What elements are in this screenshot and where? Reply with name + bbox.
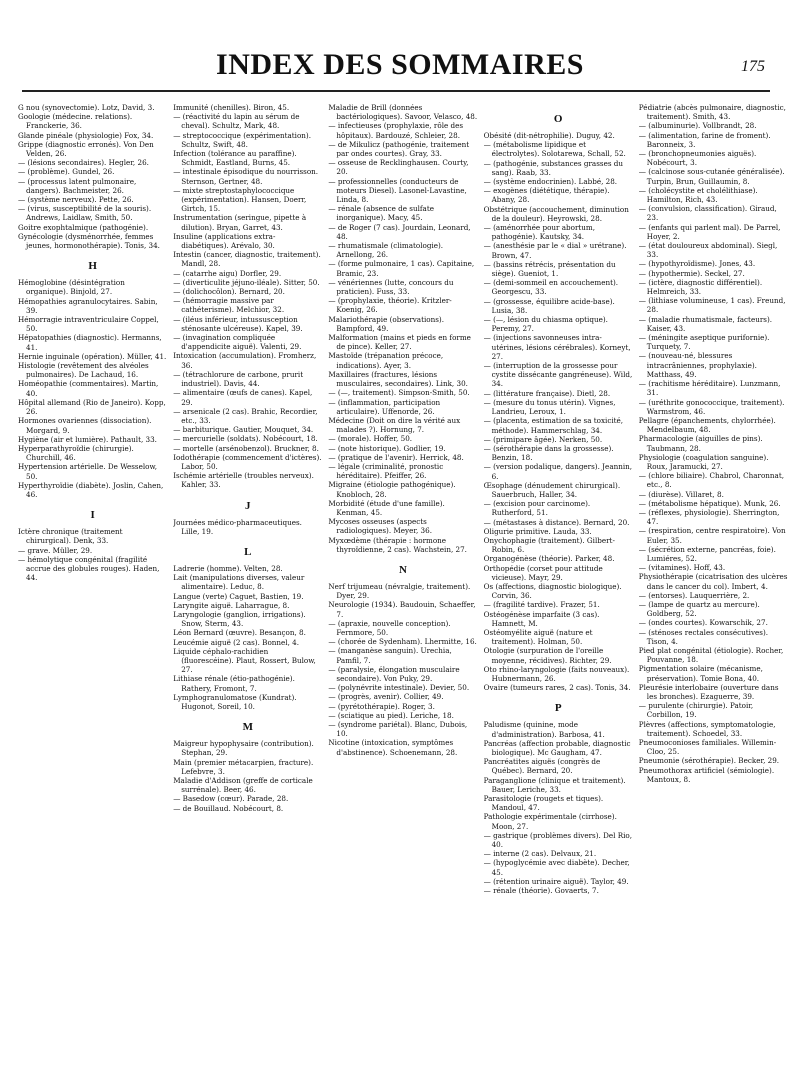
index-entry: — (hypoglycémie avec diabète). Decher, 45. [483, 858, 630, 877]
index-entry: — (prophylaxie, théorie). Kritzler-Koenig, 26. [328, 296, 452, 315]
index-entry: — (littérature française). Dietl, 28. [483, 388, 611, 398]
index-entry: Parasitologie (rougets et tiques). Mandoul, 47. [483, 794, 604, 813]
index-entry: — barbiturique. Gautier, Mouquet, 34. [173, 425, 314, 435]
index-entry: — (fragilité tardive). Frazer, 51. [483, 600, 600, 610]
index-entry: Pancréas (affection probable, diagnostic biologique). Mc Gaugham, 47. [483, 738, 631, 757]
index-entry: Pigmentation solaire (mécanisme, préservation). Tomie Bona, 40. [638, 664, 763, 683]
index-entry: — arsenicale (2 cas). Brahic, Recordier, etc., 33. [173, 406, 318, 425]
index-entry: — (pratique de l'avenir). Herrick, 48. [328, 452, 464, 462]
index-entry: — (bassins rétrécis, présentation du siège). Gueniot, 1. [483, 259, 616, 279]
section-letter: M [242, 721, 253, 734]
index-entry: — (sténoses rectales consécutives). Tison, 4. [638, 627, 769, 646]
index-entry: Iodothérapie (commencement d'ictères). Labor, 50. [173, 452, 322, 471]
index-entry: — (hypothyroïdisme). Jones, 43. [638, 259, 756, 269]
index-entry: Goitre exophtalmique (pathogénie). [18, 222, 149, 232]
index-entry: Pleurésie interlobaire (ouverture dans les bronches). Ezaguerre, 39. [638, 682, 779, 701]
index-entry: — (métabolisme lipidique et électrolytes). Solotarewa, Schall, 52. [483, 140, 626, 159]
index-column [173, 103, 322, 1073]
index-entry: Instrumentation (seringue, pipette à dilution). Bryan, Garret, 43. [173, 213, 307, 232]
index-entry: — rénale (théorie). Govaerts, 7. [483, 886, 599, 896]
index-entry: — (catarrhe aigu) Dorfler, 29. [173, 268, 282, 278]
index-entry: — (rachitisme héréditaire). Lunzmann, 31. [638, 379, 781, 398]
index-entry: Neurologie (1934). Baudouin, Schaeffer, 7. [328, 600, 476, 619]
index-entry: — (aménorrhée pour abortum, pathogénie). Kautsky, 34. [483, 223, 596, 242]
index-column [18, 103, 167, 1073]
index-entry: Glande pinéale (physiologie) Fox, 34. [18, 130, 154, 140]
index-entry: — (anesthésie par le « dial » urétrane). Brown, 47. [483, 241, 627, 260]
index-entry: Maigreur hypophysaire (contribution). Stephan, 29. [173, 739, 314, 758]
index-entry: — (respiration, centre respiratoire). Von Euler, 35. [638, 526, 786, 545]
index-entry: — (ondes courtes). Kowarschik, 27. [638, 618, 768, 628]
index-entry: Intoxication (accumulation). Fromherz, 36. [173, 351, 317, 370]
index-entry: — interne (2 cas). Delvaux, 21. [483, 849, 597, 859]
index-entry: Pédiatrie (abcès pulmonaire, diagnostic, traitement). Smith, 43. [638, 103, 786, 122]
index-entry: Hémoglobine (désintégration organique). Binjold, 27. [18, 278, 125, 297]
index-entry: Hôpital allemand (Rio de Janeiro). Kopp, 26. [18, 397, 166, 417]
index-entry: — (système nerveux). Pette, 26. [18, 195, 134, 205]
index-entry: — mercurielle (soldats). Nobécourt, 18. [173, 434, 318, 444]
index-entry: — (virus, susceptibilité de la souris). Andrews, Laidlaw, Smith, 50. [18, 204, 152, 223]
index-entry: Pathologie expérimentale (cirrhose). Moon, 27. [483, 812, 617, 831]
index-entry: Onychophagie (traitement). Gilbert-Robin, 6. [483, 535, 615, 555]
index-entry: Pellagre (épanchements, chylorrhée). Mendelbaum, 48. [638, 415, 776, 435]
index-entry: Laryngite aiguë. Laharrague, 8. [173, 600, 290, 610]
index-entry: — (entorses). Lauquerrière, 2. [638, 590, 750, 600]
index-entry: — streptococcique (expérimentation). Schultz, Swift, 48. [173, 130, 312, 149]
index-entry: — (invagination compliquée d'appendicite aiguë). Valenti, 29. [173, 333, 302, 352]
index-entry: — vénériennes (lutte, concours du praticien). Fuss, 33. [328, 277, 454, 297]
index-entry: — (alimentation, farine de froment). Baronneix, 3. [638, 130, 771, 149]
index-entry: Pneumonie (sérothérapie). Becker, 29. [638, 756, 780, 766]
index-entry: Médecine (Doit on dire la vérité aux malades ?). Hornung, 7. [328, 415, 461, 435]
index-entry: — (hypothermie). Seckel, 27. [638, 268, 745, 278]
index-entry: — (bronchopneumonies aiguës). Nobécourt, 3. [638, 149, 757, 168]
index-entry: — (problème). Gundel, 26. [18, 167, 115, 177]
index-entry: Morbidité (étude d'une famille). Kenman, 45. [328, 498, 445, 517]
index-column [328, 103, 477, 1073]
page-number: 175 [741, 58, 765, 75]
index-entry: — Basedow (cœur). Parade, 28. [173, 794, 289, 804]
index-entry: Hormones ovariennes (dissociation). Morgard, 9. [18, 416, 152, 435]
index-entry: Myxœdème (thérapie : hormone thyroïdienne, 2 cas). Wachstein, 27. [328, 535, 467, 554]
index-entry: — (chorée de Sydenham). Lhermitte, 16. [328, 637, 477, 647]
index-entry: — (ictère, diagnostic différentiel). Helmreich, 33. [638, 277, 763, 297]
index-entry: Lymphogranulomatose (Kundrat). Hugonot, Soreil, 10. [173, 692, 297, 711]
index-entry: Migraine (étiologie pathogénique). Knobloch, 28. [328, 480, 456, 499]
index-entry: — osseuse de Recklinghausen. Courty, 20. [328, 158, 469, 177]
index-entry: Goologie (médecine. relations). Franckerie, 36. [18, 112, 133, 131]
index-entry: Oligurie primitive. Lauda, 33. [483, 526, 592, 536]
index-entry: — (sciatique au pied). Leriche, 18. [328, 710, 454, 720]
index-entry: Œsophage (dénudement chirurgical). Sauerbruch, Haller, 34. [483, 480, 621, 499]
index-entry: Pancréatites aiguës (congrès de Québec). Bernard, 20. [483, 757, 601, 776]
index-entry: — (manganèse sanguin). Urechia, Pamfil, 7. [328, 646, 452, 665]
index-entry: Lithiase rénale (étio-pathogénie). Rathery, Fromont, 7. [173, 674, 295, 693]
index-entry: Otologie (surpuration de l'oreille moyenne, récidives). Richter, 29. [483, 646, 612, 665]
section-letter: N [399, 563, 407, 576]
index-entry: Infection (tolérance au paraffine). Schmidt, Eastland, Burns, 45. [173, 149, 297, 168]
index-entry: Léon Bernard (œuvre). Besançon, 8. [173, 628, 306, 638]
index-entry: Ovaire (tumeurs rares, 2 cas). Tonis, 34. [483, 683, 631, 693]
index-entry: Hyperthyroïdie (diabète). Joslin, Cahen, 46. [18, 480, 164, 499]
index-entry: — (rétention urinaire aiguë). Taylor, 49. [483, 876, 629, 886]
index-entry: — (tétrachlorure de carbone, prurit industriel). Davis, 44. [173, 369, 304, 389]
index-entry: Main (premier métacarpien, fracture). Lefebvre, 3. [173, 757, 314, 776]
index-entry: — (méningite aseptique purifornie). Turquety, 7. [638, 333, 770, 352]
index-entry: — (cholécystite et cholélithiase). Hamilton, Rich, 43. [638, 185, 758, 205]
index-entry: — (réactivité du lapin au sérum de cheval). Schultz, Mark, 48. [173, 112, 300, 131]
index-entry: — intestinale épisodique du nourrisson. Sternson, Gertner, 48. [173, 167, 319, 186]
index-entry: — rhumatismale (climatologie). Arnellong, 26. [328, 241, 444, 260]
index-entry: — (interruption de la grossesse pour cystite dissécante gangréneuse). Wild, 34. [483, 361, 633, 389]
index-entry: Lait (manipulations diverses, valeur alimentaire). Leduc, 8. [173, 573, 305, 592]
index-entry: Physiologie (coagulation sanguine). Roux, Jaramucki, 27. [638, 452, 769, 471]
index-entry: Liquide céphalo-rachidien (fluorescéine). Plaut, Rossert, Bulow, 27. [173, 646, 316, 675]
section-letter: I [90, 509, 95, 522]
index-entry: Obésité (dit-nétrophilie). Duguy, 42. [483, 131, 615, 140]
index-entry: — (paralysie, élongation musculaire secondaire). Von Puky, 29. [328, 664, 460, 683]
index-entry: — infectieuses (prophylaxie, rôle des hôpitaux). Bardouzé, Schleier, 28. [328, 121, 464, 140]
index-entry: Os (affections, diagnostic biologique). Corvin, 36. [483, 581, 622, 601]
index-column [484, 103, 633, 1073]
index-entry: — (syndrome pariétal). Blanc, Dubois, 10. [328, 720, 468, 739]
index-entry: — (calcinose sous-cutanée généralisée). Turpin, Brun, Guillaumin, 8. [638, 167, 785, 186]
index-entry: — (uréthrite gonococcique, traitement). Warmstrom, 46. [638, 397, 785, 416]
index-entry: Maxillaires (fractures, lésions musculaires, secondaires). Link, 30. [328, 369, 468, 389]
index-entry: Insuline (applications extra-diabétiques). Arévalo, 30. [173, 231, 276, 251]
index-entry: — mortelle (arsénobenzol). Bruckner, 8. [173, 443, 319, 453]
index-entry: — (maladie rhumatismale, facteurs). Kaiser, 43. [638, 314, 773, 333]
index-entry: — (réflexes, physiologie). Sherrington, 47. [638, 507, 780, 527]
index-entry: Mastoïde (trépanation précoce, indications). Ayer, 3. [328, 351, 444, 370]
index-entry: — (albuminurie). Vollbrandt, 28. [638, 121, 757, 131]
index-entry: Hémorragie intraventriculaire Coppel, 50. [18, 315, 159, 334]
section-letter: P [554, 702, 562, 715]
index-entry: Histologie (revêtement des alvéoles pulmonaires). De Lachaud, 16. [18, 361, 149, 380]
index-entry: — (forme pulmonaire, 1 cas). Capitaine, Bramic, 23. [328, 259, 475, 278]
index-entry: — exogènes (diététique, thérapie). Abany, 28. [483, 186, 610, 205]
index-entry: Organogénèse (théorie). Parker, 48. [483, 554, 615, 564]
index-entry: Obstétrique (accouchement, diminution de la douleur). Heyrowski, 28. [483, 204, 629, 223]
index-entry: Pneumoconioses familiales. Willemin-Cloo, 25. [638, 738, 777, 757]
index-entry: Malformation (mains et pieds en forme de pince). Keller, 27. [328, 333, 471, 352]
index-entry: — (demi-sommeil en accouchement). Georgescu, 33. [483, 278, 619, 297]
index-entry: — gastrique (problèmes divers). Del Rio, 40. [483, 830, 633, 850]
index-entry: — professionnelles (conducteurs de moteurs Diesel). Lasonel-Lavastine, Linda, 8. [328, 176, 467, 205]
index-entry: — (—, lésion du chiasma optique). Peremy, 27. [483, 315, 608, 334]
index-entry: Immunité (chenilles). Biron, 45. [173, 103, 290, 112]
index-entry: Laryngologie (ganglion, irrigations). Snow, Sterm, 43. [173, 609, 306, 629]
index-entry: — (métabolisme hépatique). Munk, 26. [638, 498, 781, 508]
index-entry: — (sérothérapie dans la grossesse). Benzin, 18. [483, 443, 614, 463]
index-entry: — (diverticulite jéjuno-iléale). Sitter, 50. [173, 277, 320, 287]
page-title: INDEX DES SOMMAIRES [216, 48, 584, 81]
index-entry: — (vitamines). Hoff, 43. [638, 563, 726, 573]
index-entry: Orthopédie (corset pour attitude vicieuse). Mayr, 29. [483, 563, 603, 582]
index-entry: — (nouveau-né, blessures intracrâniennes, prophylaxie). Matthass, 49. [638, 351, 757, 379]
index-entry: — de Roger (7 cas). Jourdain, Leonard, 48. [328, 222, 471, 241]
index-entry: — de Mikulicz (pathogénie, traitement par ondes courtes). Gray, 33. [328, 139, 470, 159]
section-letter: O [553, 113, 563, 125]
index-entry: — (dolichocôlon). Bernard, 20. [173, 287, 285, 297]
index-entry: Physiothérapie (cicatrisation des ulcères dans le cancer du col). Imbert, 4. [638, 572, 788, 591]
index-entry: Hémopathies agranulocytaires. Sabin, 39. [18, 296, 158, 315]
index-entry: — (convulsion, classification). Giraud, 23. [638, 204, 777, 223]
index-entry: Pharmacologie (aiguilles de pins). Taubmann, 28. [638, 434, 763, 453]
header-rule [22, 90, 770, 92]
index-entry: Hygiène (air et lumière). Pathault, 33. [18, 434, 157, 444]
index-entry: — grave. Müller, 29. [18, 545, 93, 555]
index-entry: Ladrerie (homme). Velten, 28. [173, 563, 283, 573]
index-entry: — (état douloureux abdominal). Siegl, 33. [638, 241, 778, 260]
index-entry: Malariothérapie (observations). Bampford, 49. [328, 314, 444, 333]
index-entry: — (lithiase volumineuse, 1 cas). Freund, 28. [638, 296, 786, 315]
index-entry: — (diurèse). Villaret, 8. [638, 489, 724, 499]
index-entry: Hypertension artérielle. De Wesselow, 50. [18, 462, 158, 481]
index-entry: Langue (verte) Caguet, Bastien, 19. [173, 591, 304, 601]
index-entry: Ischémie artérielle (troubles nerveux). Kahler, 33. [173, 471, 314, 490]
index-entry: Grippe (diagnostic erronés). Von Den Velden, 26. [18, 139, 154, 159]
index-entry: — (note historique). Godlier, 19. [328, 443, 446, 453]
index-entry: Plèvres (affections, symptomatologie, traitement). Schoedel, 33. [638, 719, 776, 738]
index-entry: Paraganglione (clinique et traitement). Bauer, Leriche, 33. [483, 775, 626, 794]
index-entry: — rénale (absence de sulfate inorganique). Macy, 45. [328, 204, 434, 223]
index-entry: Pneumothorax artificiel (sémiologie). Mantoux, 8. [638, 765, 775, 784]
index-entry: — (grossesse, équilibre acide-base). Lusia, 38. [483, 296, 615, 315]
index-entry: Hépatopathies (diagnostic). Hermanns, 41. [18, 333, 162, 352]
index-entry: Pied plat congénital (étiologie). Rocher, Pouvanne, 18. [638, 645, 784, 665]
index-entry: — (processus latent pulmonaire, dangers). Bachmeister, 26. [18, 176, 137, 195]
index-entry: — de Bouillaud. Nobécourt, 8. [173, 803, 284, 813]
index-entry: — (version podalique, dangers). Jeannin, 6. [483, 462, 633, 481]
index-entry: Gynécologie (dysménorrhée, femmes jeunes, hormonothérapie). Tonis, 34. [18, 231, 160, 251]
index-column [639, 103, 788, 1073]
index-entry: Maladie d'Addison (greffe de corticale surrénale). Beer, 46. [173, 776, 313, 795]
index-entry: Maladie de Brill (données bactériologiques). Savoor, Velasco, 48. [328, 103, 478, 122]
index-entry: Leucémie aiguë (2 cas). Bonnel, 4. [173, 637, 300, 647]
index-entry: — (mesure du tonus utérin). Vignes, Landrieu, Leroux, 1. [483, 397, 616, 417]
index-entry: Nerf trijumeau (névralgie, traitement). Dyer, 29. [328, 581, 471, 601]
index-entry: — (inflammation, participation articulaire). Uffenorde, 26. [328, 397, 441, 416]
index-entry: — (—, traitement). Simpson-Smith, 50. [328, 388, 470, 398]
index-entry: — (hémorragie massive par cathéterisme). Melchior, 32. [173, 296, 285, 315]
index-entry: Homéopathie (commentaires). Martin, 40. [18, 379, 159, 398]
index-entry: — (excision pour carcinome). Rutherford, 51. [483, 499, 591, 518]
index-entry: Nicotine (intoxication, symptômes d'abstinence). Schoenemann, 28. [328, 738, 458, 757]
index-entry: — (placenta, estimation de sa toxicité, méthode). Hammerschlag, 34. [483, 416, 624, 435]
section-letter: J [245, 499, 251, 512]
page-header [0, 0, 800, 95]
index-entry: Mycoses osseuses (aspects radiologiques). Meyer, 36. [328, 517, 432, 536]
index-entry: Intestin (cancer, diagnostic, traitement). Mandl, 28. [173, 250, 321, 269]
index-entry: G nou (synovectomie). Lotz, David, 3. [18, 103, 155, 112]
index-entry: — (métastases à distance). Bernard, 20. [483, 517, 630, 527]
index-columns [18, 103, 788, 1073]
index-entry: Journées médico-pharmaceutiques. Lille, 19. [173, 517, 302, 536]
index-entry: — (lésions secondaires). Hegler, 26. [18, 158, 149, 168]
index-entry: Paludisme (quinine, mode d'administration). Barbosa, 41. [483, 720, 605, 739]
index-entry: — mixte streptostaphylococcique (expérimentation). Hansen, Doerr, Girtch, 15. [173, 185, 307, 214]
index-entry: — hémolytique congénital (fragilité accrue des globules rouges). Haden, 44. [18, 554, 160, 583]
index-entry: Ostéomyélite aiguë (nature et traitement). Holman, 50. [483, 627, 593, 647]
index-entry: — (polynévrite intestinale). Devier, 50. [328, 683, 470, 693]
index-entry: — (sécrétion externe, pancréas, foie). Lumiéres, 52. [638, 544, 776, 563]
index-entry: Hyperparathyroïdie (chirurgie). Churchill, 46. [18, 443, 134, 463]
index-entry: — purulente (chirurgie). Patoir, Corbillon, 19. [638, 701, 754, 720]
index-entry: — (système endocrinien). Labbé, 28. [483, 177, 618, 187]
index-entry: Oto rhino-laryngologie (faits nouveaux). Hubnermann, 26. [483, 664, 630, 683]
index-entry: — (iléus inférieur, intussusception sténosante ulcéreuse). Kapel, 39. [173, 314, 303, 333]
index-entry: — légale (criminalité, pronostic héréditaire). Pfeiffer, 26. [328, 461, 444, 481]
index-entry: — (progrès, avenir). Collier, 49. [328, 692, 444, 702]
index-entry: — (primipare âgée). Nerken, 50. [483, 434, 603, 444]
index-entry: — (apraxie, nouvelle conception). Fernmore, 50. [328, 618, 451, 637]
index-entry: — (pyrétothérapie). Roger, 3. [328, 701, 435, 711]
index-entry: — alimentaire (œufs de canes). Kapel, 29. [173, 388, 313, 407]
index-entry: — (morale). Hoffer, 50. [328, 434, 413, 444]
index-entry: Ostéogénèse imparfaite (3 cas). Hamnett, M. [483, 609, 600, 628]
index-entry: — (enfants qui parlent mal). De Parrel, Hoyer, 2. [638, 222, 781, 241]
index-entry: Ictère chronique (traitement chirurgical). Denk, 33. [18, 527, 123, 546]
section-letter: H [88, 260, 97, 273]
section-letter: L [244, 545, 252, 558]
index-entry: — (pathogénie, substances grasses du sang). Raab, 33. [483, 158, 624, 177]
index-entry: — (injections savonneuses intra-utérines, lésions cérébrales). Korneyt, 27. [483, 333, 631, 361]
index-entry: — (lampe de quartz au mercure). Goldberg, 52. [638, 599, 760, 619]
index-entry: Hernie inguinale (opération). Müller, 41. [18, 351, 167, 361]
index-entry: — (chlore biliaire). Chabrol, Charonnat, etc., 8. [638, 471, 785, 490]
